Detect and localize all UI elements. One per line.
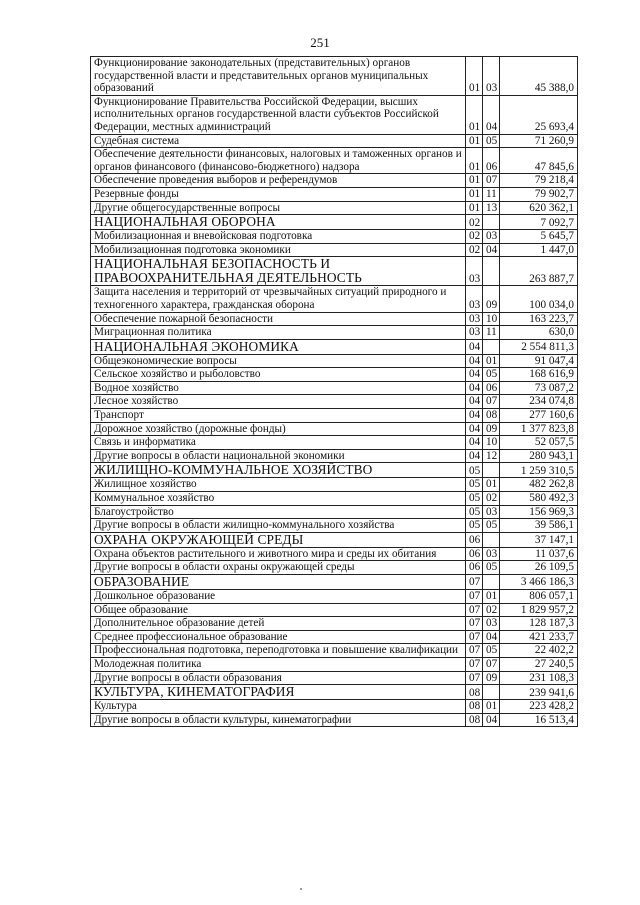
row-name: НАЦИОНАЛЬНАЯ ЭКОНОМИКА <box>91 339 466 354</box>
row-amount: 45 388,0 <box>500 57 578 96</box>
row-section-code: 02 <box>466 230 483 244</box>
row-name: ОБРАЗОВАНИЕ <box>91 575 466 590</box>
row-name: Профессиональная подготовка, переподготовка и повышение квалификации <box>91 644 466 658</box>
row-name: Обеспечение пожарной безопасности <box>91 312 466 326</box>
row-subsection-code: 09 <box>483 286 500 312</box>
row-name: Транспорт <box>91 409 466 423</box>
row-subsection-code: 07 <box>483 174 500 188</box>
table-row <box>91 519 578 533</box>
row-subsection-code: 07 <box>483 395 500 409</box>
row-name: Благоустройство <box>91 505 466 519</box>
row-name: Культура <box>91 700 466 714</box>
table-row <box>91 436 578 450</box>
table-row <box>91 174 578 188</box>
row-section-code: 08 <box>466 685 483 700</box>
row-subsection-code: 02 <box>483 603 500 617</box>
row-name: Общее образование <box>91 603 466 617</box>
table-row <box>91 148 578 174</box>
row-amount: 79 902,7 <box>500 187 578 201</box>
table-row <box>91 700 578 714</box>
budget-table <box>90 56 578 727</box>
table-row <box>91 57 578 96</box>
table-row <box>91 326 578 340</box>
row-section-code: 08 <box>466 700 483 714</box>
row-amount: 482 262,8 <box>500 478 578 492</box>
row-amount: 280 943,1 <box>500 449 578 463</box>
row-subsection-code: 05 <box>483 644 500 658</box>
row-section-code: 08 <box>466 713 483 727</box>
row-section-code: 04 <box>466 368 483 382</box>
row-name: Судебная система <box>91 134 466 148</box>
row-name: Мобилизационная и вневойсковая подготовка <box>91 230 466 244</box>
row-subsection-code: 07 <box>483 657 500 671</box>
row-name: Функционирование Правительства Российской Федерации, высших исполнительных органов государственной власти субъектов Российской Федерации, местных администраций <box>91 95 466 134</box>
row-subsection-code <box>483 257 500 286</box>
table-row <box>91 590 578 604</box>
row-name: ЖИЛИЩНО-КОММУНАЛЬНОЕ ХОЗЯЙСТВО <box>91 463 466 478</box>
row-amount: 580 492,3 <box>500 492 578 506</box>
row-amount: 26 109,5 <box>500 561 578 575</box>
row-subsection-code: 02 <box>483 492 500 506</box>
row-section-code: 07 <box>466 644 483 658</box>
row-subsection-code: 05 <box>483 134 500 148</box>
row-amount: 47 845,6 <box>500 148 578 174</box>
row-section-code: 01 <box>466 174 483 188</box>
row-name: Миграционная политика <box>91 326 466 340</box>
table-row <box>91 657 578 671</box>
row-section-code: 05 <box>466 505 483 519</box>
table-row <box>91 630 578 644</box>
row-amount: 1 259 310,5 <box>500 463 578 478</box>
table-row <box>91 547 578 561</box>
row-section-code: 01 <box>466 201 483 215</box>
row-name: Другие вопросы в области культуры, кинематографии <box>91 713 466 727</box>
row-name: Другие вопросы в области жилищно-коммунального хозяйства <box>91 519 466 533</box>
section-row <box>91 257 578 286</box>
row-amount: 7 092,7 <box>500 215 578 230</box>
row-subsection-code: 09 <box>483 671 500 685</box>
row-amount: 27 240,5 <box>500 657 578 671</box>
row-subsection-code: 12 <box>483 449 500 463</box>
row-amount: 11 037,6 <box>500 547 578 561</box>
row-amount: 620 362,1 <box>500 201 578 215</box>
section-row <box>91 463 578 478</box>
row-amount: 630,0 <box>500 326 578 340</box>
row-section-code: 05 <box>466 492 483 506</box>
row-amount: 16 513,4 <box>500 713 578 727</box>
row-name: Молодежная политика <box>91 657 466 671</box>
row-amount: 421 233,7 <box>500 630 578 644</box>
row-amount: 37 147,1 <box>500 532 578 547</box>
table-row <box>91 381 578 395</box>
row-section-code: 07 <box>466 603 483 617</box>
row-amount: 163 223,7 <box>500 312 578 326</box>
row-subsection-code: 03 <box>483 230 500 244</box>
table-row <box>91 422 578 436</box>
row-name: НАЦИОНАЛЬНАЯ ОБОРОНА <box>91 215 466 230</box>
table-row <box>91 187 578 201</box>
table-row <box>91 230 578 244</box>
row-name: Сельское хозяйство и рыболовство <box>91 368 466 382</box>
row-amount: 1 377 823,8 <box>500 422 578 436</box>
row-name: Мобилизационная подготовка экономики <box>91 243 466 257</box>
row-amount: 239 941,6 <box>500 685 578 700</box>
row-amount: 39 586,1 <box>500 519 578 533</box>
row-amount: 5 645,7 <box>500 230 578 244</box>
section-row <box>91 685 578 700</box>
row-section-code: 04 <box>466 422 483 436</box>
row-section-code: 04 <box>466 449 483 463</box>
table-row <box>91 617 578 631</box>
row-subsection-code: 03 <box>483 547 500 561</box>
row-amount: 25 693,4 <box>500 95 578 134</box>
row-section-code: 01 <box>466 187 483 201</box>
row-section-code: 04 <box>466 436 483 450</box>
page-number: 251 <box>310 35 330 50</box>
row-amount: 806 057,1 <box>500 590 578 604</box>
row-section-code: 06 <box>466 561 483 575</box>
row-name: Другие вопросы в области национальной экономики <box>91 449 466 463</box>
row-subsection-code: 05 <box>483 561 500 575</box>
row-subsection-code: 04 <box>483 713 500 727</box>
row-section-code: 07 <box>466 575 483 590</box>
row-name: ОХРАНА ОКРУЖАЮЩЕЙ СРЕДЫ <box>91 532 466 547</box>
row-amount: 1 447,0 <box>500 243 578 257</box>
row-section-code: 01 <box>466 148 483 174</box>
row-section-code: 06 <box>466 532 483 547</box>
table-row <box>91 671 578 685</box>
row-amount: 128 187,3 <box>500 617 578 631</box>
row-section-code: 05 <box>466 463 483 478</box>
row-subsection-code <box>483 685 500 700</box>
table-row <box>91 354 578 368</box>
row-section-code: 07 <box>466 671 483 685</box>
table-row <box>91 603 578 617</box>
section-row <box>91 575 578 590</box>
row-name: НАЦИОНАЛЬНАЯ БЕЗОПАСНОСТЬ И ПРАВООХРАНИТЕЛЬНАЯ ДЕЯТЕЛЬНОСТЬ <box>91 257 466 286</box>
row-section-code: 01 <box>466 134 483 148</box>
table-row <box>91 368 578 382</box>
row-section-code: 06 <box>466 547 483 561</box>
section-row <box>91 532 578 547</box>
row-name: Среднее профессиональное образование <box>91 630 466 644</box>
row-subsection-code <box>483 463 500 478</box>
row-amount: 231 108,3 <box>500 671 578 685</box>
row-name: Обеспечение проведения выборов и референдумов <box>91 174 466 188</box>
row-name: Связь и информатика <box>91 436 466 450</box>
row-subsection-code <box>483 532 500 547</box>
row-section-code: 03 <box>466 326 483 340</box>
row-subsection-code: 04 <box>483 95 500 134</box>
row-amount: 1 829 957,2 <box>500 603 578 617</box>
row-subsection-code: 03 <box>483 57 500 96</box>
row-name: Лесное хозяйство <box>91 395 466 409</box>
table-row <box>91 449 578 463</box>
row-section-code: 04 <box>466 339 483 354</box>
row-subsection-code <box>483 215 500 230</box>
row-subsection-code: 05 <box>483 519 500 533</box>
row-section-code: 04 <box>466 354 483 368</box>
row-name: Другие вопросы в области образования <box>91 671 466 685</box>
row-section-code: 03 <box>466 257 483 286</box>
row-name: Водное хозяйство <box>91 381 466 395</box>
row-subsection-code <box>483 339 500 354</box>
row-amount: 71 260,9 <box>500 134 578 148</box>
table-row <box>91 478 578 492</box>
row-amount: 277 160,6 <box>500 409 578 423</box>
row-amount: 2 554 811,3 <box>500 339 578 354</box>
row-amount: 234 074,8 <box>500 395 578 409</box>
row-subsection-code: 08 <box>483 409 500 423</box>
table-row <box>91 243 578 257</box>
row-subsection-code: 10 <box>483 436 500 450</box>
row-subsection-code: 01 <box>483 700 500 714</box>
row-subsection-code: 06 <box>483 381 500 395</box>
row-subsection-code: 01 <box>483 478 500 492</box>
row-name: Коммунальное хозяйство <box>91 492 466 506</box>
row-section-code: 05 <box>466 519 483 533</box>
table-row <box>91 286 578 312</box>
row-subsection-code: 13 <box>483 201 500 215</box>
row-subsection-code: 05 <box>483 368 500 382</box>
section-row <box>91 339 578 354</box>
row-subsection-code: 04 <box>483 243 500 257</box>
row-name: Охрана объектов растительного и животного мира и среды их обитания <box>91 547 466 561</box>
row-name: Защита населения и территорий от чрезвычайных ситуаций природного и техногенного характера, гражданская оборона <box>91 286 466 312</box>
row-section-code: 03 <box>466 286 483 312</box>
row-amount: 156 969,3 <box>500 505 578 519</box>
row-subsection-code: 03 <box>483 505 500 519</box>
row-subsection-code <box>483 575 500 590</box>
row-amount: 168 616,9 <box>500 368 578 382</box>
table-row <box>91 492 578 506</box>
row-amount: 91 047,4 <box>500 354 578 368</box>
table-row <box>91 505 578 519</box>
row-name: Обеспечение деятельности финансовых, налоговых и таможенных органов и органов финансового (финансово-бюджетного) надзора <box>91 148 466 174</box>
row-section-code: 01 <box>466 57 483 96</box>
row-subsection-code: 06 <box>483 148 500 174</box>
section-row <box>91 215 578 230</box>
row-amount: 22 402,2 <box>500 644 578 658</box>
table-row <box>91 713 578 727</box>
table-row <box>91 644 578 658</box>
table-row <box>91 395 578 409</box>
row-subsection-code: 09 <box>483 422 500 436</box>
row-subsection-code: 04 <box>483 630 500 644</box>
row-amount: 52 057,5 <box>500 436 578 450</box>
row-section-code: 03 <box>466 312 483 326</box>
row-subsection-code: 03 <box>483 617 500 631</box>
row-amount: 3 466 186,3 <box>500 575 578 590</box>
row-section-code: 07 <box>466 657 483 671</box>
budget-table-body <box>91 57 578 727</box>
row-subsection-code: 10 <box>483 312 500 326</box>
row-section-code: 07 <box>466 590 483 604</box>
row-name: Дорожное хозяйство (дорожные фонды) <box>91 422 466 436</box>
table-row <box>91 409 578 423</box>
row-section-code: 04 <box>466 409 483 423</box>
row-section-code: 04 <box>466 395 483 409</box>
row-amount: 223 428,2 <box>500 700 578 714</box>
row-section-code: 05 <box>466 478 483 492</box>
table-row <box>91 561 578 575</box>
row-amount: 263 887,7 <box>500 257 578 286</box>
row-section-code: 07 <box>466 630 483 644</box>
table-row <box>91 201 578 215</box>
row-name: Другие общегосударственные вопросы <box>91 201 466 215</box>
row-name: Другие вопросы в области охраны окружающей среды <box>91 561 466 575</box>
row-subsection-code: 11 <box>483 187 500 201</box>
row-name: Дошкольное образование <box>91 590 466 604</box>
row-section-code: 07 <box>466 617 483 631</box>
row-name: Функционирование законодательных (представительных) органов государственной власти и представительных органов муниципальных образований <box>91 57 466 96</box>
row-subsection-code: 01 <box>483 354 500 368</box>
row-name: Жилищное хозяйство <box>91 478 466 492</box>
row-name: КУЛЬТУРА, КИНЕМАТОГРАФИЯ <box>91 685 466 700</box>
row-amount: 100 034,0 <box>500 286 578 312</box>
row-amount: 73 087,2 <box>500 381 578 395</box>
table-row <box>91 312 578 326</box>
row-name: Резервные фонды <box>91 187 466 201</box>
table-row <box>91 95 578 134</box>
row-section-code: 01 <box>466 95 483 134</box>
row-name: Дополнительное образование детей <box>91 617 466 631</box>
row-subsection-code: 11 <box>483 326 500 340</box>
row-section-code: 02 <box>466 215 483 230</box>
row-name: Общеэкономические вопросы <box>91 354 466 368</box>
row-amount: 79 218,4 <box>500 174 578 188</box>
row-subsection-code: 01 <box>483 590 500 604</box>
scan-speck <box>300 888 302 890</box>
table-row <box>91 134 578 148</box>
row-section-code: 04 <box>466 381 483 395</box>
row-section-code: 02 <box>466 243 483 257</box>
